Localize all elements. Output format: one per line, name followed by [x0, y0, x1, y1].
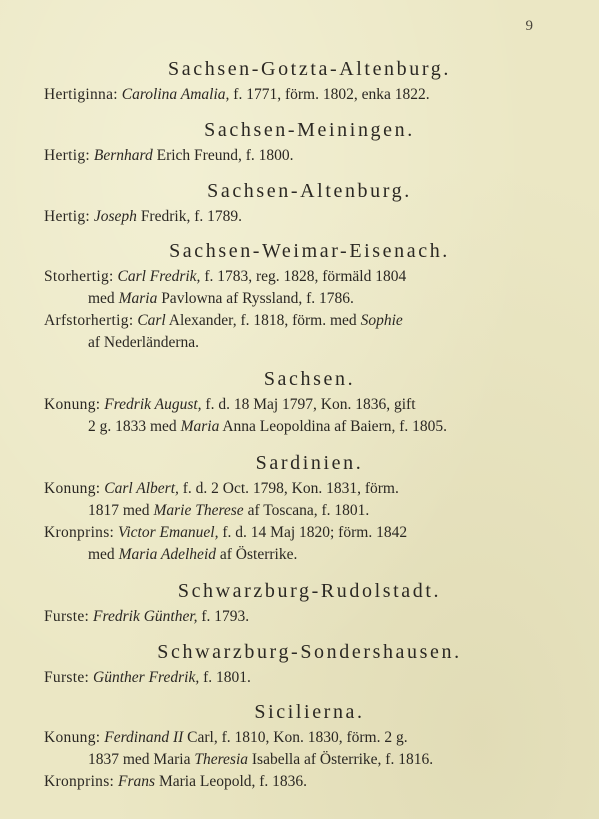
entry-details: f. 1793.: [197, 608, 250, 625]
entry-name: Joseph: [93, 208, 137, 225]
entry-continuation-text: 1817 med: [88, 502, 154, 519]
entry-name: Theresia: [194, 751, 249, 768]
entry-name: Victor Emanuel,: [118, 524, 219, 541]
entry: [0, 266, 599, 310]
section-sicilierna: [0, 699, 599, 793]
entry-name: Günther Fredrik,: [93, 669, 200, 686]
entry-role: Storhertig:: [44, 268, 114, 285]
section-title: Sachsen.: [263, 368, 356, 390]
entry-continuation-text: af Nederländerna.: [88, 334, 200, 351]
entry: [0, 606, 599, 628]
entry-name: Frans: [118, 773, 156, 790]
entry-name: Maria: [180, 418, 220, 435]
page-content: [0, 56, 599, 793]
entry-continuation-text: med: [88, 290, 119, 307]
entry-name: Fredrik Günther,: [93, 608, 198, 625]
section-title: Sachsen-Weimar-Eisenach.: [169, 240, 450, 262]
entry-name: Carl Fredrik,: [117, 268, 201, 285]
entry: [0, 310, 599, 354]
entry-details: Pavlowna af Ryssland, f. 1786.: [157, 290, 354, 307]
section-title: Sachsen-Altenburg.: [207, 180, 412, 202]
entry-continuation: [44, 332, 559, 354]
entry-name: Carolina Amalia,: [121, 86, 230, 103]
entry: [0, 771, 599, 793]
section-title: Sachsen-Meiningen.: [204, 119, 415, 141]
section-title: Sardinien.: [255, 452, 364, 474]
section-sachsen-meiningen: [0, 117, 599, 167]
entry-role: Furste:: [44, 608, 90, 625]
entry-details: Alexander, f. 1818, förm. med: [165, 312, 361, 329]
entry: [0, 206, 599, 228]
page-number: 9: [525, 18, 533, 34]
entry-role: Furste:: [44, 669, 90, 686]
section-sachsen-weimar-eisenach: [0, 238, 599, 354]
section-sachsen-gotha-altenburg: [0, 56, 599, 106]
entry-details: Erich Freund, f. 1800.: [152, 147, 294, 164]
entry-role: Konung:: [44, 729, 101, 746]
entry-name: Marie Therese: [153, 502, 244, 519]
entry: [0, 478, 599, 522]
section-sardinien: [0, 450, 599, 566]
entry-role: Hertig:: [44, 147, 91, 164]
entry-name: Maria Adelheid: [118, 546, 216, 563]
section-schwarzburg-rudolstadt: [0, 578, 599, 628]
section-title: Schwarzburg-Sondershausen.: [157, 641, 462, 663]
entry-role: Hertig:: [44, 208, 91, 225]
entry: [0, 667, 599, 689]
entry-details: af Toscana, f. 1801.: [243, 502, 370, 519]
entry-name: Carl: [137, 312, 166, 329]
entry: [0, 394, 599, 438]
entry-details: af Österrike.: [216, 546, 298, 563]
entry-name: Carl Albert,: [104, 480, 179, 497]
entry-role: Arfstorhertig:: [44, 312, 134, 329]
entry-continuation: [44, 288, 559, 310]
entry-details: f. d. 14 Maj 1820; förm. 1842: [218, 524, 408, 541]
entry-spouse-name: Sophie: [360, 312, 403, 329]
entry-details: Anna Leopoldina af Baiern, f. 1805.: [219, 418, 448, 435]
entry-role: Kronprins:: [44, 773, 115, 790]
section-title: Sicilierna.: [254, 701, 365, 723]
section-sachsen-altenburg: [0, 178, 599, 228]
entry-role: Hertiginna:: [44, 86, 118, 103]
entry: [0, 145, 599, 167]
entry-name: Maria: [118, 290, 158, 307]
entry-continuation: [44, 416, 559, 438]
entry-name: Fredrik August,: [104, 396, 202, 413]
entry-details: Maria Leopold, f. 1836.: [155, 773, 308, 790]
entry-details: Carl, f. 1810, Kon. 1830, förm. 2 g.: [183, 729, 408, 746]
entry-name: Bernhard: [93, 147, 153, 164]
entry-role: Konung:: [44, 480, 101, 497]
entry-details: f. 1801.: [199, 669, 251, 686]
entry-continuation-text: med: [88, 546, 119, 563]
section-sachsen: [0, 366, 599, 438]
entry-role: Konung:: [44, 396, 101, 413]
entry-details: f. 1783, reg. 1828, förmäld 1804: [200, 268, 407, 285]
section-title: Sachsen-Gotzta-Altenburg.: [168, 58, 451, 80]
entry-continuation-text: 2 g. 1833 med: [88, 418, 181, 435]
section-schwarzburg-sondershausen: [0, 639, 599, 689]
entry-details: Fredrik, f. 1789.: [136, 208, 242, 225]
entry-role: Kronprins:: [44, 524, 115, 541]
entry-continuation: [44, 544, 559, 566]
entry: [0, 84, 599, 106]
entry-details: f. d. 2 Oct. 1798, Kon. 1831, förm.: [178, 480, 399, 497]
entry: [0, 727, 599, 771]
entry-details: Isabella af Österrike, f. 1816.: [248, 751, 434, 768]
entry-details: f. d. 18 Maj 1797, Kon. 1836, gift: [201, 396, 416, 413]
section-title: Schwarzburg-Rudolstadt.: [177, 580, 442, 602]
entry: [0, 522, 599, 566]
entry-continuation: [44, 500, 559, 522]
entry-continuation: [44, 749, 559, 771]
entry-name: Ferdinand II: [104, 729, 184, 746]
entry-continuation-text: 1837 med Maria: [88, 751, 195, 768]
entry-details: f. 1771, förm. 1802, enka 1822.: [229, 86, 430, 103]
